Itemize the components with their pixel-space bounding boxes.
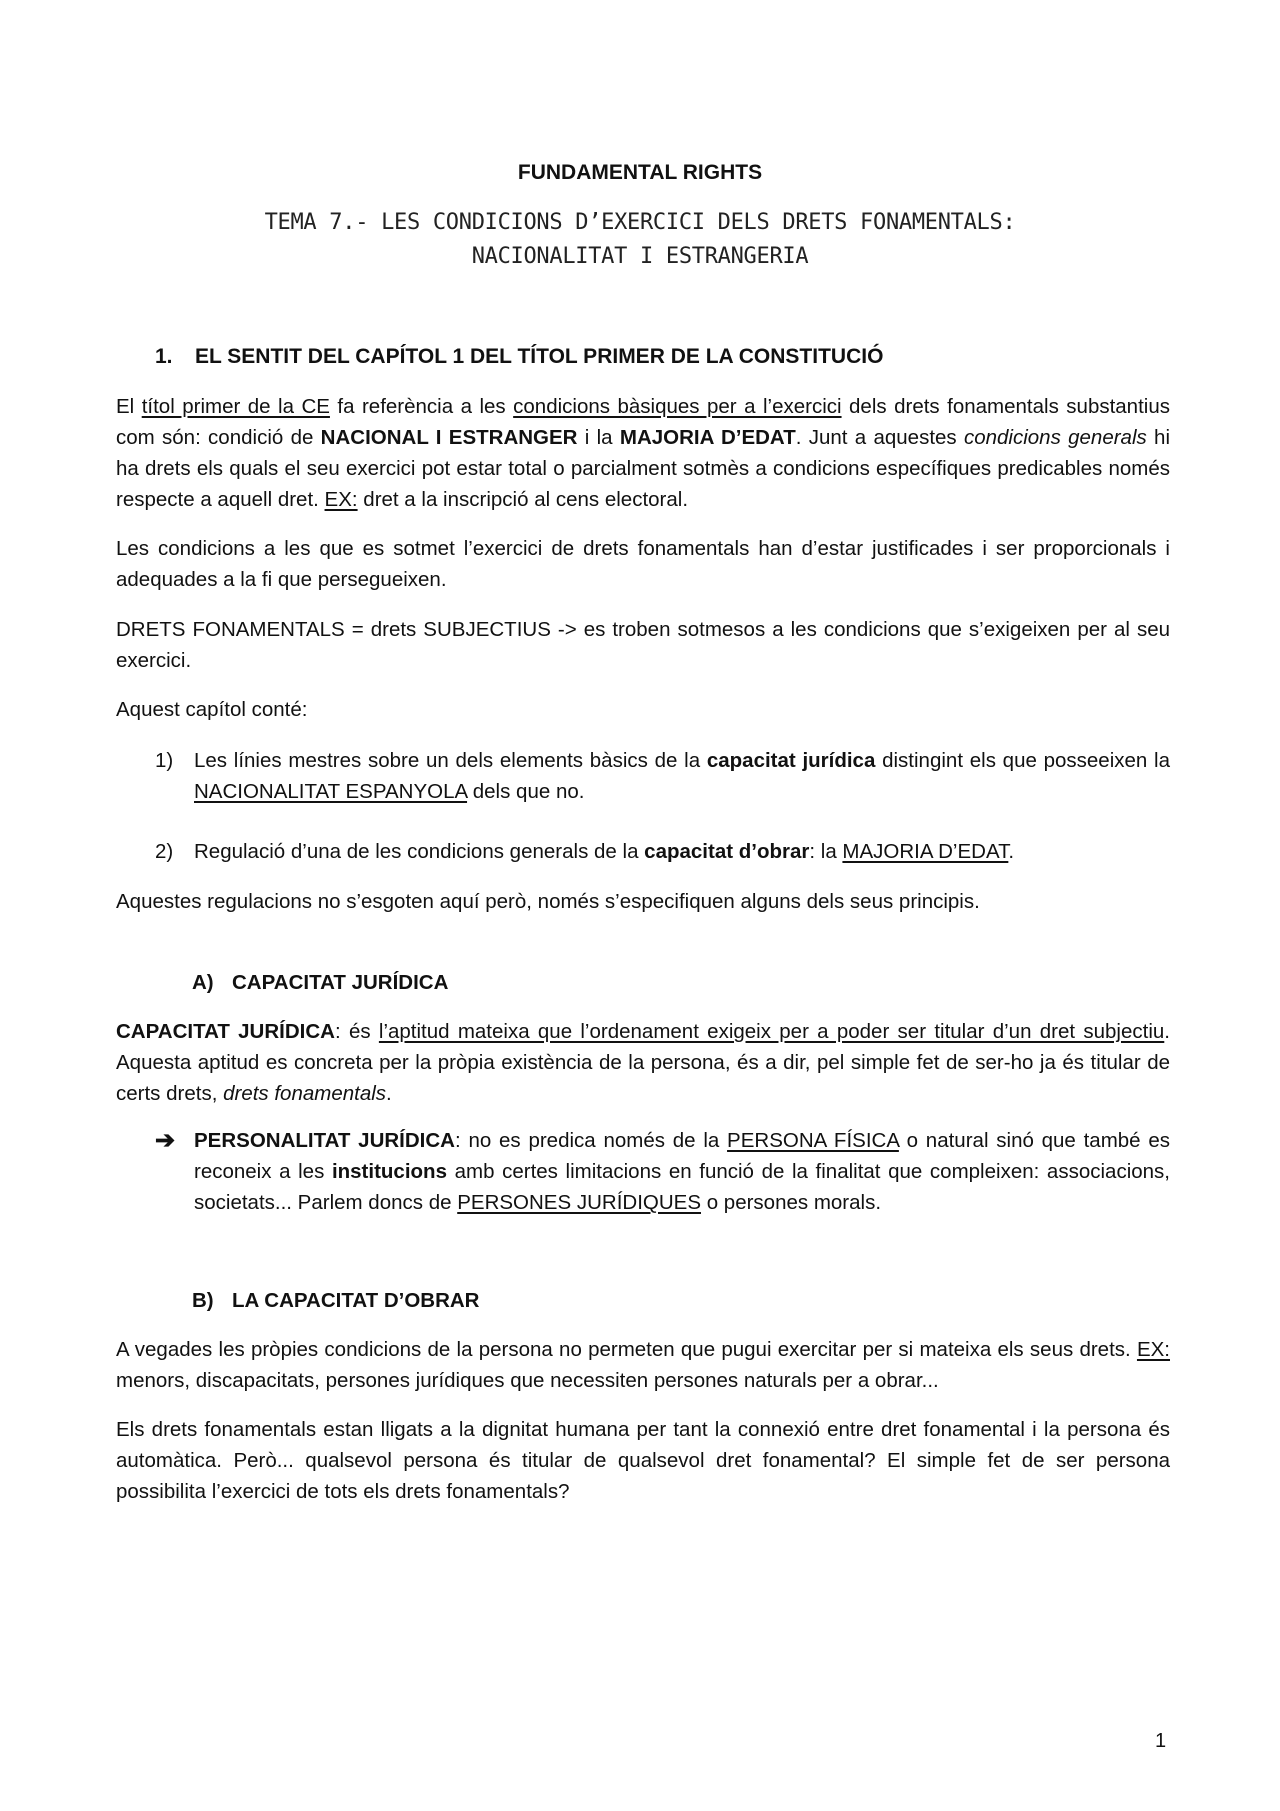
bold-text: capacitat jurídica [706, 749, 876, 772]
text-run: amb certes limitacions en funció de la finalitat que compleixen: associacions, societats... Parlem doncs de [194, 1160, 1170, 1214]
text-run: Les línies mestres sobre un dels elements bàsics de la [194, 749, 707, 772]
bold-text: PERSONALITAT JURÍDICA [194, 1129, 455, 1152]
section-a-paragraph-1 [116, 1016, 1170, 1109]
text-run: . Aquesta aptitud es concreta per la pròpia existència de la persona, és a dir, pel simple fet de ser-ho ja és titular de certs drets, [116, 1020, 1170, 1105]
text-run: dels que no. [467, 780, 585, 803]
text-run: o natural sinó que també es reconeix a les [194, 1129, 1170, 1183]
text-run: Regulació d’una de les condicions generals de la [194, 840, 645, 863]
section-b-paragraph-2: Els drets fonamentals estan lligats a la dignitat humana per tant la connexió entre dret fonamental i la persona és automàtica. Però... qualsevol persona és titular de qualsevol dret fonamental? El simple fet de ser persona possibilita l’exercici de tots els drets fonamentals? [116, 1418, 1170, 1503]
underlined-text: PERSONA FÍSICA [727, 1129, 899, 1152]
text-run: distingint els que posseeixen la [875, 749, 1171, 772]
text-run: A vegades les pròpies condicions de la persona no permeten que pugui exercitar per si mateixa els seus drets. [116, 1338, 1137, 1361]
section-1-heading [155, 342, 883, 372]
bold-text: NACIONAL I ESTRANGER [320, 426, 578, 449]
list-item-1 [155, 745, 1170, 807]
arrow-right-icon: ➔ [155, 1127, 176, 1154]
underlined-text: MAJORIA D’EDAT [842, 840, 1009, 863]
text-run: o persones morals. [701, 1191, 882, 1214]
section-1-paragraph-5: Aquestes regulacions no s’esgoten aquí però, només s’especifiquen alguns dels seus principis. [116, 890, 980, 913]
underlined-text: l’aptitud mateixa que l’ordenament exigeix per a poder ser titular d’un dret subjectiu [378, 1020, 1165, 1043]
underlined-text: PERSONES JURÍDIQUES [457, 1191, 701, 1214]
section-1-title: EL SENTIT DEL CAPÍTOL 1 DEL TÍTOL PRIMER DE LA CONSTITUCIÓ [195, 345, 884, 368]
text-run: : és [334, 1020, 379, 1043]
underlined-text: títol primer de la CE [141, 395, 330, 418]
section-a-heading [192, 968, 448, 998]
section-b-number: B) [192, 1289, 214, 1312]
course-title: FUNDAMENTAL RIGHTS [517, 161, 763, 184]
section-a-number: A) [192, 971, 214, 994]
underlined-text: EX: [324, 488, 358, 511]
section-1-paragraph-2: Les condicions a les que es sotmet l’exercici de drets fonamentals han d’estar justificades i ser proporcionals i adequades a la fi que persegueixen. [116, 537, 1170, 591]
list-item-2 [155, 836, 1170, 867]
arrow-bullet-text [194, 1125, 1170, 1218]
text-run: i la [577, 426, 620, 449]
text-run: fa referència a les [329, 395, 514, 418]
page-number: 1 [1155, 1730, 1167, 1752]
bold-text: CAPACITAT JURÍDICA [116, 1020, 335, 1043]
list-item-2-number: 2) [155, 840, 174, 863]
text-run: dels drets fonamentals substantius com són: condició de [116, 395, 1170, 449]
topic-title [150, 206, 1130, 274]
section-a-title: CAPACITAT JURÍDICA [232, 971, 449, 994]
bold-text: institucions [331, 1160, 447, 1183]
section-1-number: 1. [155, 345, 173, 368]
text-run: hi ha drets els quals el seu exercici pot estar total o parcialment sotmès a condicions específiques predicables només respecte a aquell dret. [116, 426, 1170, 511]
arrow-bullet-item [155, 1125, 1170, 1218]
underlined-text: EX: [1136, 1338, 1170, 1361]
text-run: . [1008, 840, 1015, 863]
topic-title-line-1: TEMA 7.- LES CONDICIONS D’EXERCICI DELS DRETS FONAMENTALS: [264, 210, 1016, 235]
text-run: : la [809, 840, 843, 863]
section-b-heading [192, 1286, 480, 1316]
italic-text: drets fonamentals [223, 1082, 387, 1105]
section-b-title: LA CAPACITAT D’OBRAR [232, 1289, 480, 1312]
underlined-text: NACIONALITAT ESPANYOLA [194, 780, 468, 803]
bold-text: capacitat d’obrar [644, 840, 810, 863]
list-item-1-text [194, 745, 1170, 807]
text-run: : no es predica només de la [455, 1129, 728, 1152]
section-b-paragraph-1 [116, 1334, 1170, 1396]
section-1-paragraph-1 [116, 391, 1170, 515]
topic-title-line-2: NACIONALITAT I ESTRANGERIA [471, 244, 809, 269]
text-run: El [116, 395, 142, 418]
list-item-2-text [194, 836, 1170, 867]
bold-text: MAJORIA D’EDAT [619, 426, 796, 449]
list-item-1-number: 1) [155, 749, 174, 772]
underlined-text: condicions bàsiques per a l’exercici [513, 395, 842, 418]
text-run: . Junt a aquestes [795, 426, 964, 449]
text-run: . [386, 1082, 392, 1105]
section-1-paragraph-3: DRETS FONAMENTALS = drets SUBJECTIUS -> es troben sotmesos a les condicions que s’exigeixen per al seu exercici. [116, 618, 1170, 672]
section-1-paragraph-4: Aquest capítol conté: [116, 698, 308, 721]
text-run: menors, discapacitats, persones jurídiques que necessiten persones naturals per a obrar... [116, 1369, 939, 1392]
text-run: dret a la inscripció al cens electoral. [357, 488, 689, 511]
italic-text: condicions generals [963, 426, 1147, 449]
